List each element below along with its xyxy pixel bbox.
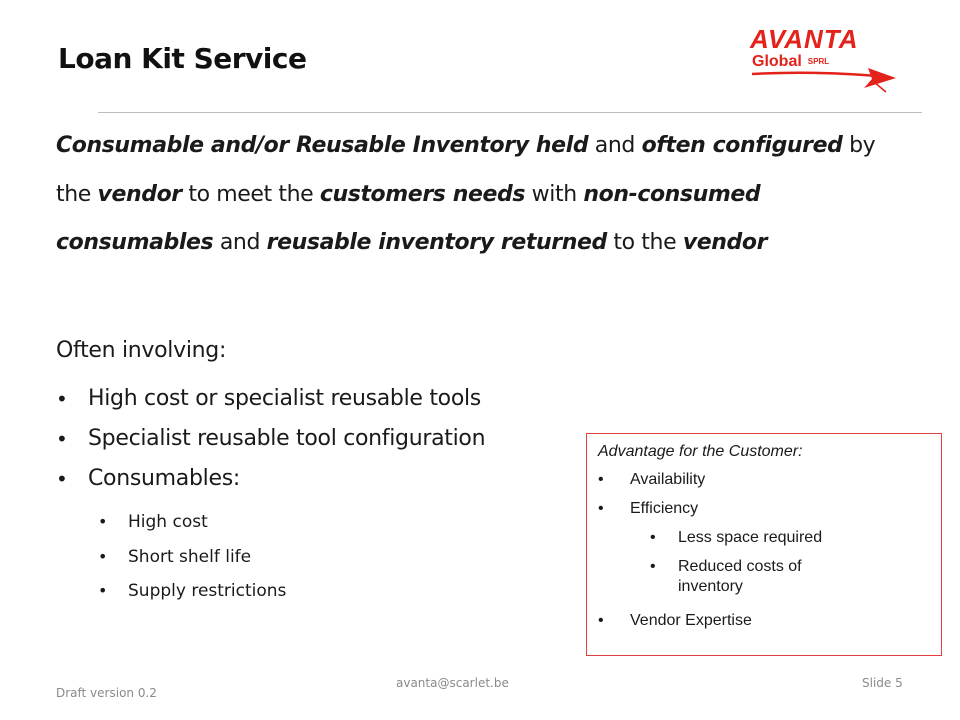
list-item: • High cost [98, 508, 286, 543]
logo-sprl: SPRL [807, 57, 830, 66]
definition-segment: Consumable and/or Reusable Inventory held [56, 133, 589, 158]
list-item [598, 499, 823, 611]
list-item: • Availability [598, 470, 752, 499]
list-item: • Consumables: [56, 462, 485, 502]
definition-segment: vendor [682, 230, 768, 255]
list-item: • Less space required [630, 528, 848, 557]
definition-segment: with [525, 181, 584, 207]
definition-segment: to meet the [181, 181, 320, 207]
often-involving-label: Often involving: [56, 338, 227, 363]
definition-paragraph [56, 122, 916, 268]
list-item: • Vendor Expertise [598, 611, 752, 640]
slide-title: Loan Kit Service [58, 42, 307, 75]
advantage-list [598, 470, 823, 640]
main-bullet-list [56, 382, 485, 502]
footer-version: Draft version 0.2 [56, 686, 157, 700]
company-logo [748, 22, 908, 100]
definition-segment: non-consumed consumables [56, 181, 761, 255]
footer-email[interactable]: avanta@scarlet.be [396, 676, 509, 690]
list-item: • Specialist reusable tool configuration [56, 422, 485, 462]
list-item: • High cost or specialist reusable tools [56, 382, 485, 422]
advantage-title: Advantage for the Customer: [598, 443, 803, 460]
logo-text-global [752, 53, 829, 71]
definition-segment: often configured [641, 133, 843, 158]
definition-segment: by the [56, 133, 876, 207]
footer-slide-number: Slide 5 [862, 676, 903, 690]
logo-text-avanta: AVANTA [750, 24, 859, 54]
definition-segment: reusable inventory returned [266, 230, 607, 255]
list-item: • Supply restrictions [98, 577, 286, 612]
consumables-sub-list [98, 508, 286, 612]
advantage-box [586, 433, 942, 656]
logo-global-word: Global [752, 53, 802, 70]
definition-segment: customers needs [319, 181, 526, 207]
definition-segment: and [213, 230, 267, 255]
definition-segment: and [588, 133, 642, 158]
efficiency-sub-list [630, 528, 848, 610]
title-divider [98, 112, 922, 113]
definition-segment: vendor [97, 181, 182, 207]
definition-segment: to the [606, 230, 683, 255]
efficiency-label: Efficiency [630, 500, 699, 517]
list-item: • Reduced costs of inventory [630, 557, 848, 610]
list-item: • Short shelf life [98, 543, 286, 578]
